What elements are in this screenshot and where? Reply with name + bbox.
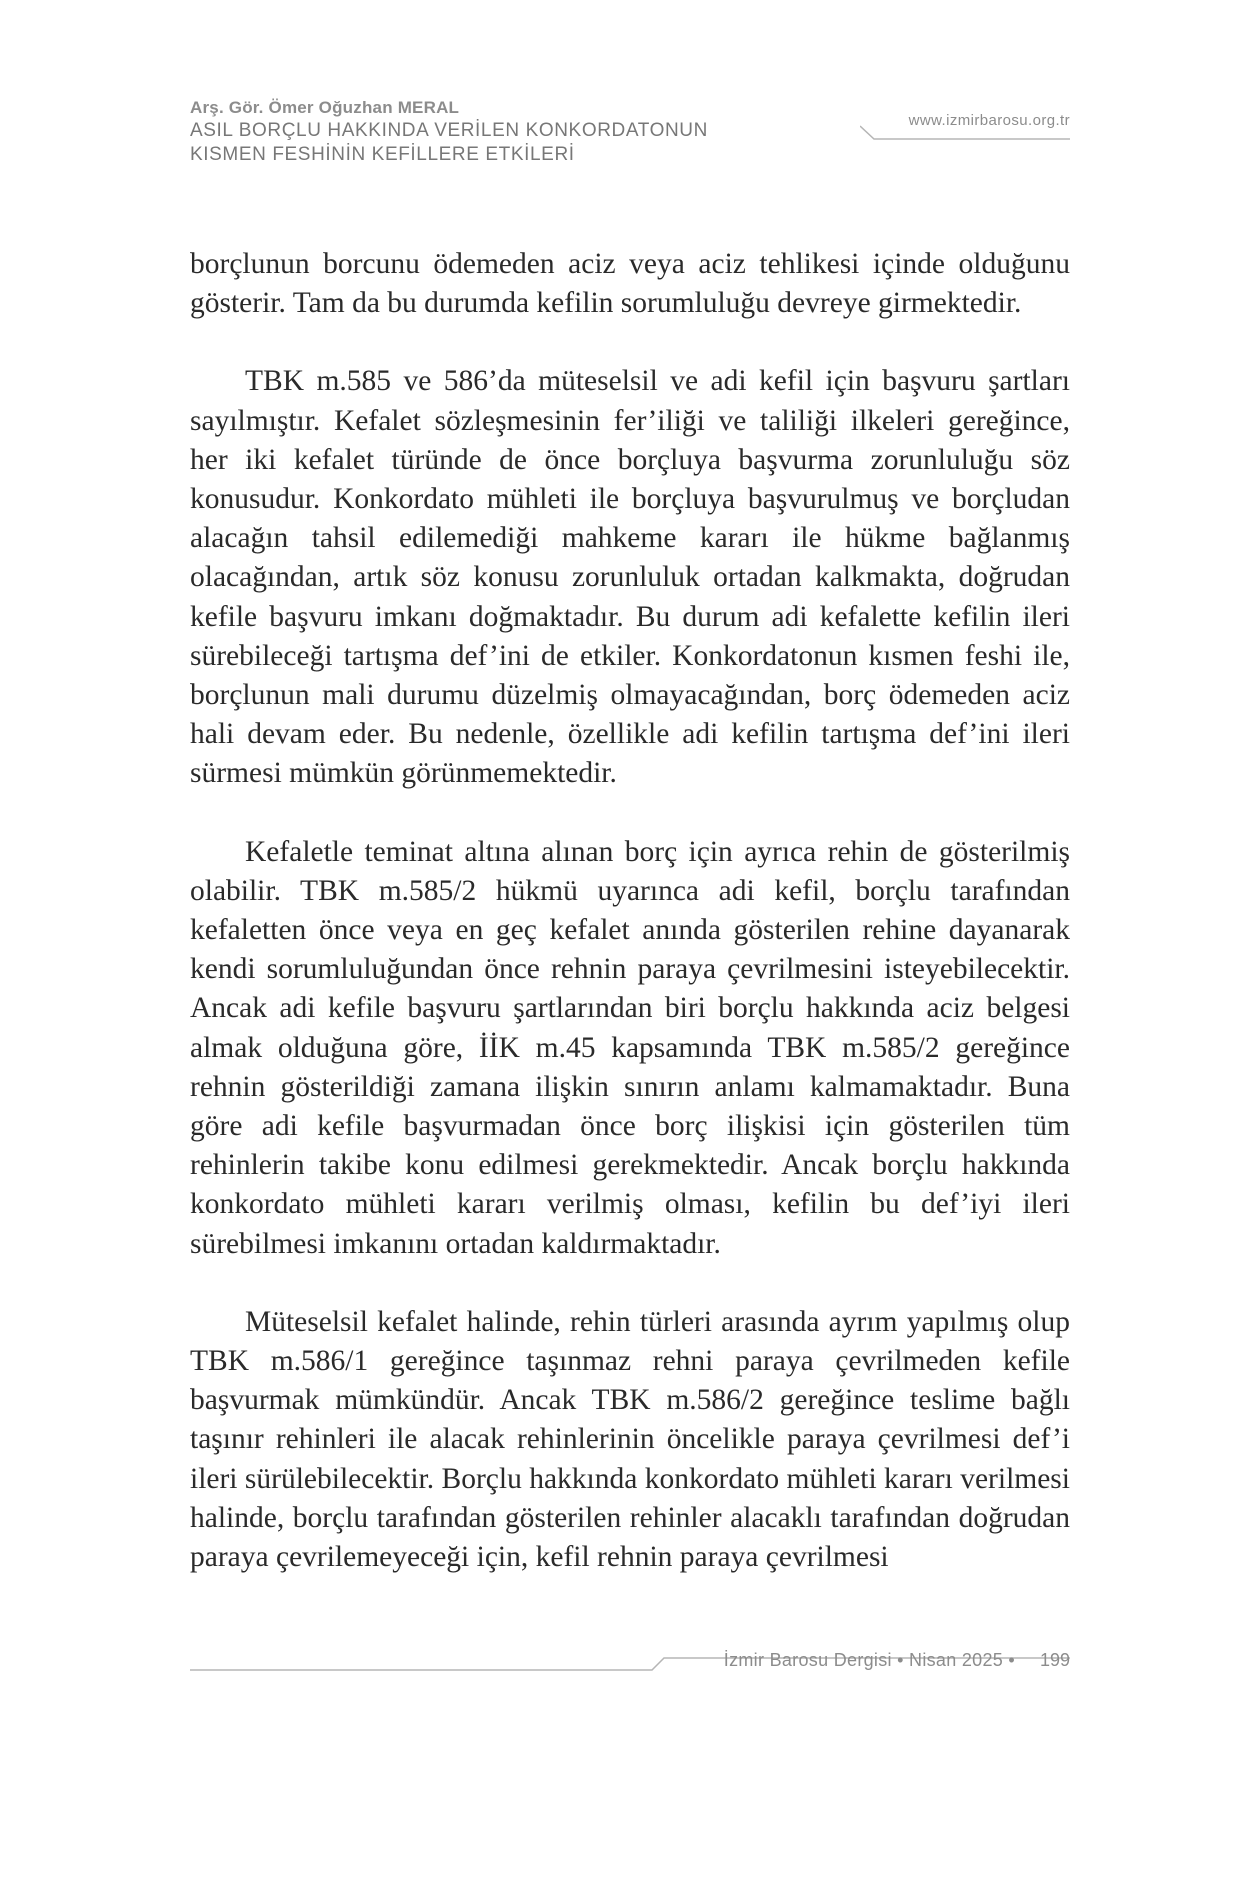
journal-info: İzmir Barosu Dergisi • Nisan 2025 • [723, 1650, 1015, 1670]
paragraph: Kefaletle teminat altına alınan borç için ayrıca rehin de gösterilmiş olabilir. TBK m.585/2 hükmü uyarınca adi kefil, borçlu tarafından kefaletten önce veya en geç kefalet anında gösterilen rehine dayanarak kendi sorumluluğundan önce rehnin paraya çevrilmesini isteyebilecektir. Ancak adi kefile başvuru şartlarından biri borçlu hakkında aciz belgesi almak olduğuna göre, İİK m.45 kapsamında TBK m.585/2 gereğince rehnin gösterildiği zamana ilişkin sınırın anlamı kalmamaktadır. Buna göre adi kefile başvurmadan önce borç ilişkisi için gösterilen tüm rehinlerin takibe konu edilmesi gerekmektedir. Ancak borçlu hakkında konkordato mühleti kararı verilmiş olması, kefilin bu def’iyi ileri sürebilmesi imkanını ortadan kaldırmaktadır. [190, 835, 1070, 1260]
header-website-block [860, 108, 1070, 148]
article-title-line-1: ASIL BORÇLU HAKKINDA VERİLEN KONKORDATONUN [190, 120, 708, 141]
body-text [190, 245, 1070, 1616]
article-title-line-2: KISMEN FESHİNİN KEFİLLERE ETKİLERİ [190, 144, 575, 165]
page-number: 199 [1039, 1650, 1070, 1670]
running-footer [190, 1648, 1070, 1678]
running-header [190, 97, 890, 167]
paragraph: Müteselsil kefalet halinde, rehin türleri arasında ayrım yapılmış olup TBK m.586/1 gereğince taşınmaz rehni paraya çevrilmeden kefile başvurmak mümkündür. Ancak TBK m.586/2 gereğince teslime bağlı taşınır rehinleri ile alacak rehinlerinin öncelikle paraya çevrilmesi def’i ileri sürülebilecektir. Borçlu hakkında konkordato mühleti kararı verilmesi halinde, borçlu tarafından gösterilen rehinler alacaklı tarafından doğrudan paraya çevrilemeyeceği için, kefil rehnin paraya çevrilmesi [190, 1305, 1070, 1574]
paragraph: borçlunun borcunu ödemeden aciz veya aciz tehlikesi içinde olduğunu gösterir. Tam da bu durumda kefilin sorumluluğu devreye girmektedir. [190, 248, 1070, 320]
paragraph: TBK m.585 ve 586’da müteselsil ve adi kefil için başvuru şartları sayılmıştır. Kefalet sözleşmesinin fer’iliği ve taliliği ilkeleri gereğince, her iki kefalet türünde de önce borçluya başvurma zorunluluğu söz konusudur. Konkordato mühleti ile borçluya başvurulmuş ve borçludan alacağın tahsil edilemediği mahkeme kararı ile hükme bağlanmış olacağından, artık söz konusu zorunluluk ortadan kalkmakta, doğrudan kefile başvuru imkanı doğmaktadır. Bu durum adi kefalette kefilin ileri sürebileceği tartışma def’ini de etkiler. Konkordatonun kısmen feshi ile, borçlunun mali durumu düzelmiş olmayacağından, borç ödemeden aciz hali devam eder. Bu nedenle, özellikle adi kefilin tartışma def’ini ileri sürmesi mümkün görünmemektedir. [190, 365, 1070, 790]
website-url: www.izmirbarosu.org.tr [908, 112, 1070, 129]
author-name: Arş. Gör. Ömer Oğuzhan MERAL [190, 98, 460, 117]
